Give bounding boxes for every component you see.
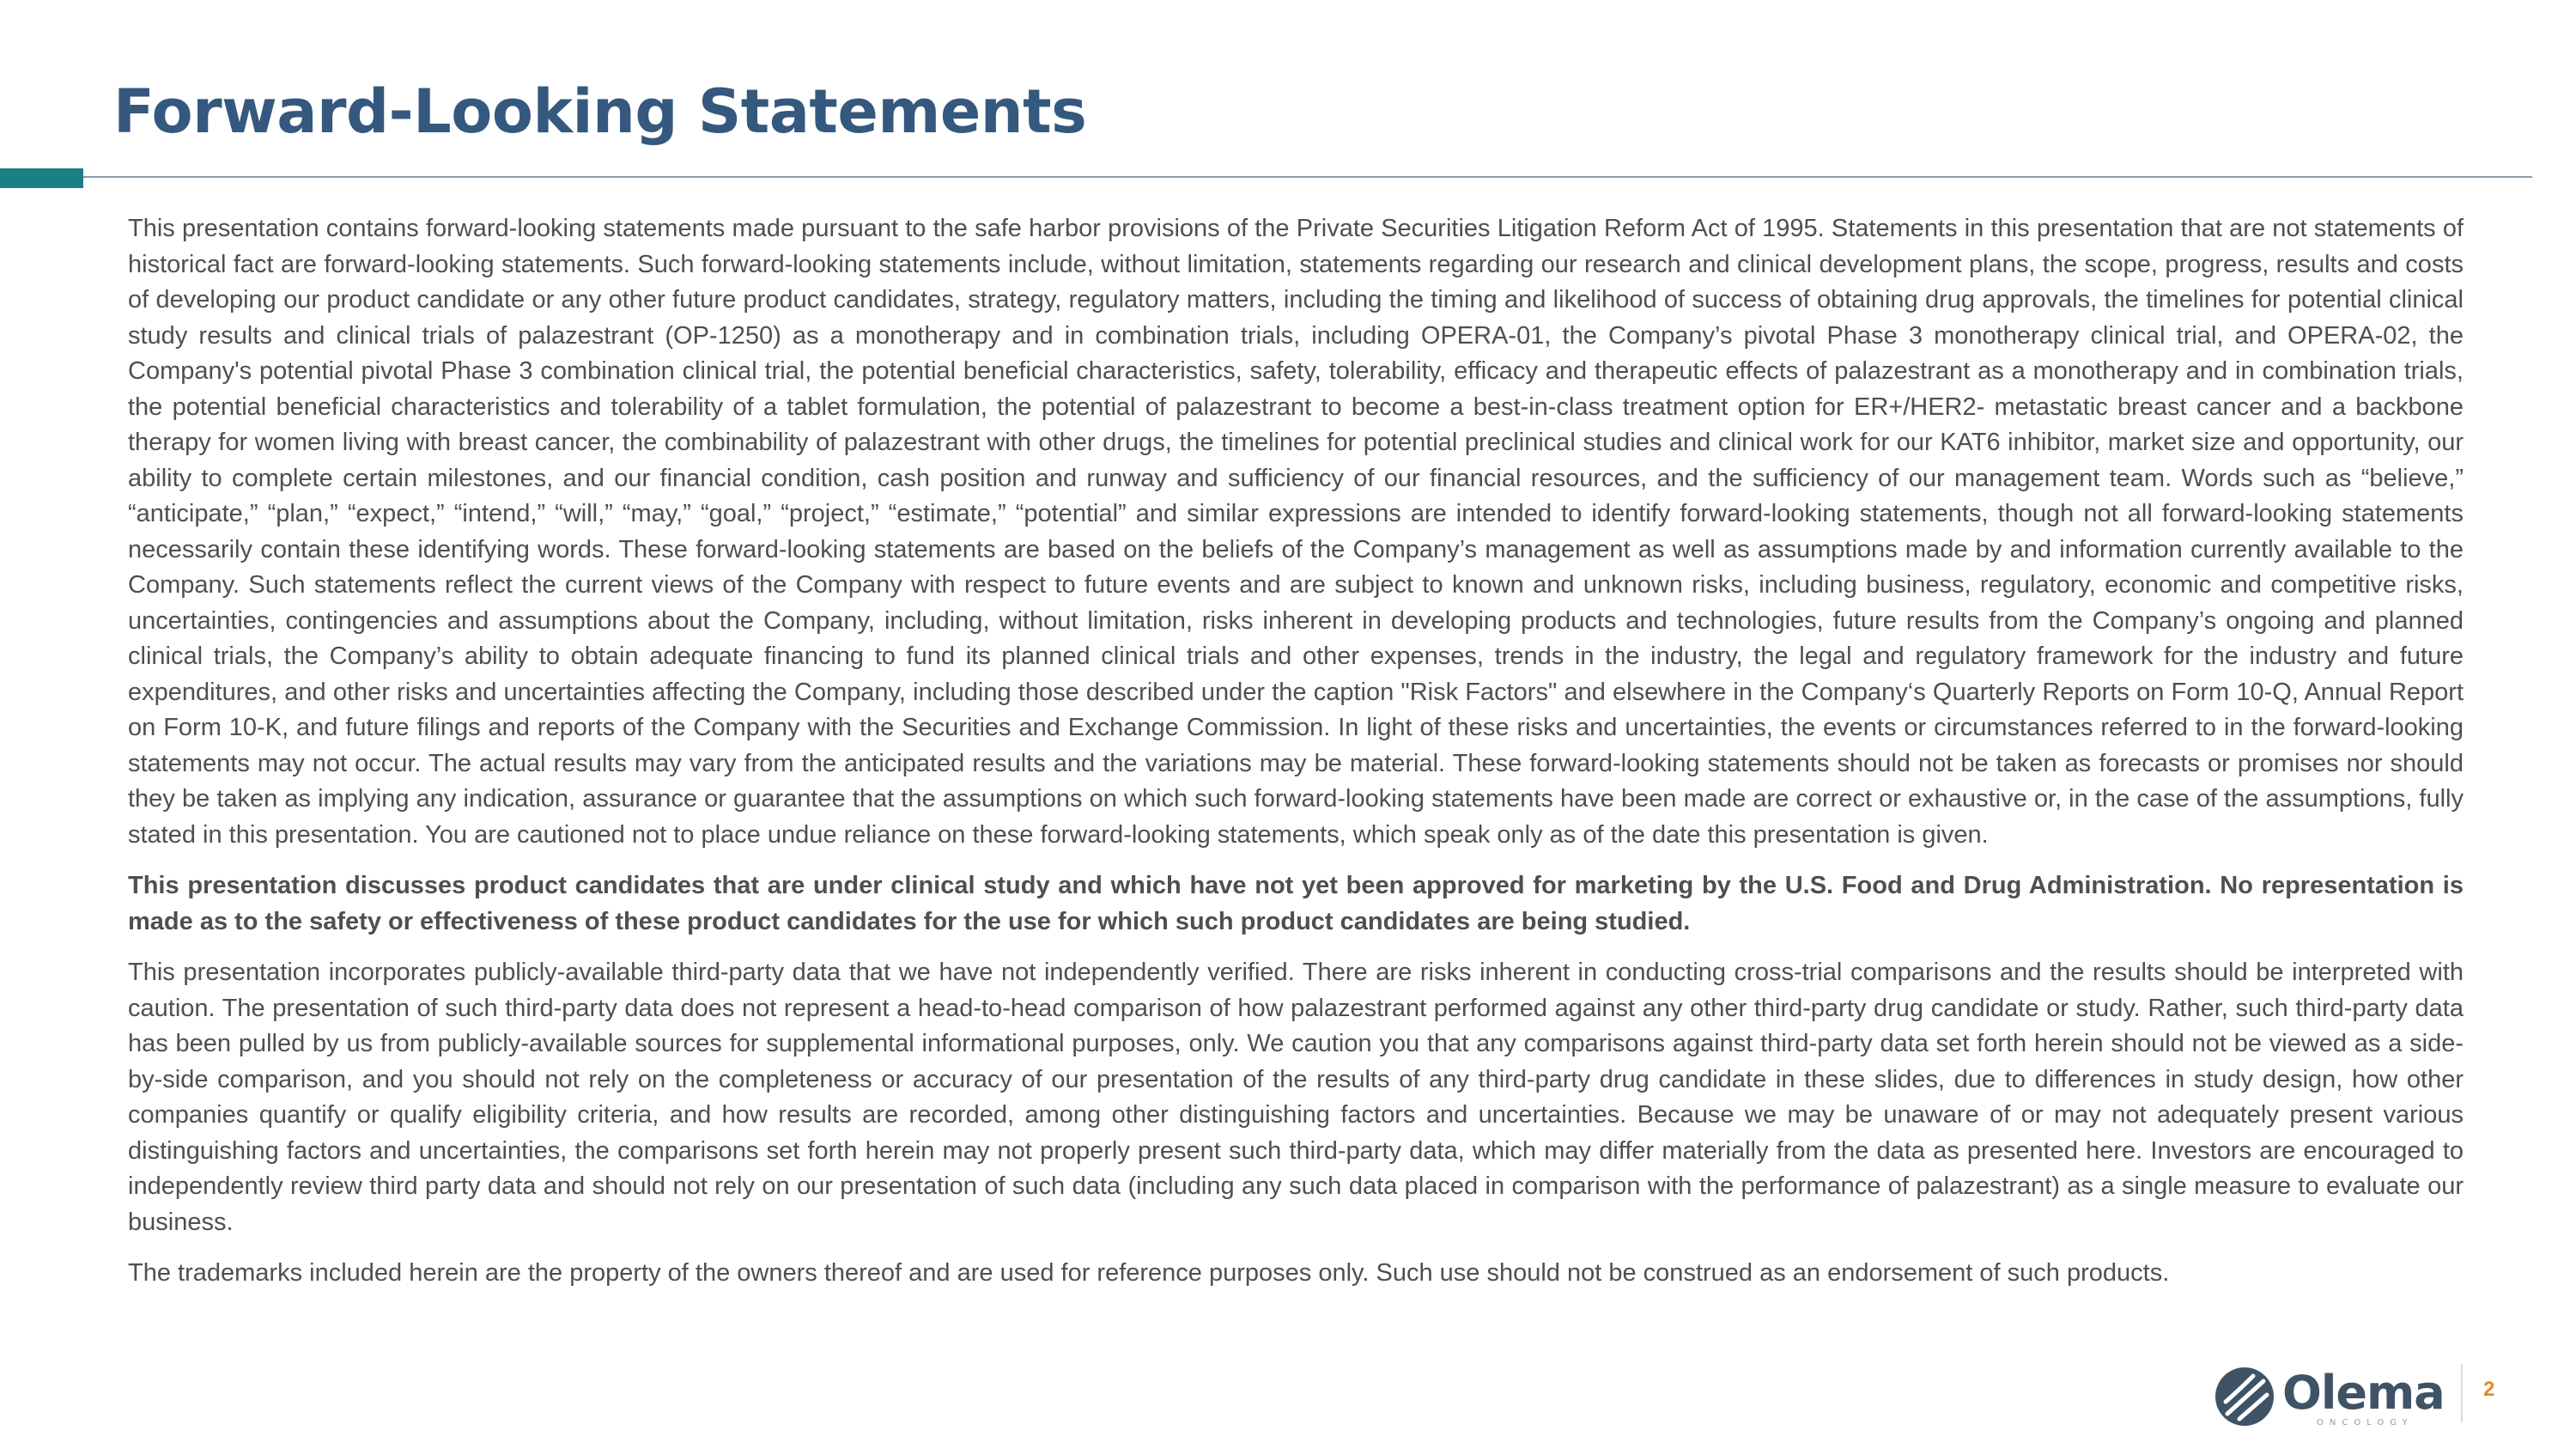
olema-logo <box>2214 1366 2445 1433</box>
third-party-data-paragraph: This presentation incorporates publicly-available third-party data that we have not independently verified. There are risks inherent in conducting cross-trial comparisons and the results should be interpreted with caution. The presentation of such third-party data does not represent a head-to-head comparison of how palazestrant performed against any other third-party drug candidate or study. Rather, such third-party data has been pulled by us from publicly-available sources for supplemental informational purposes, only. We caution you that any comparisons against third-party data set forth herein should not be viewed as a side-by-side comparison, and you should not rely on the completeness or accuracy of our presentation of the results of any third-party drug candidate in these slides, due to differences in study design, how other companies quantify or qualify eligibility criteria, and how results are recorded, among other distinguishing factors and uncertainties. Because we may be unaware of or may not adequately present various distinguishing factors and uncertainties, the comparisons set forth herein may not properly present such third-party data, which may differ materially from the data as presented here. Investors are encouraged to independently review third party data and should not rely on our presentation of such data (including any such data placed in comparison with the performance of palazestrant) as a single measure to evaluate our business. <box>128 959 2464 1236</box>
fda-disclaimer-paragraph: This presentation discusses product candidates that are under clinical study and which have not yet been approved for marketing by the U.S. Food and Drug Administration. No representation is made as to the safety or effectiveness of these product candidates for the use for which such product candidates are being studied. <box>128 872 2464 935</box>
logo-wordmark: Olema <box>2282 1366 2445 1420</box>
title-divider <box>83 176 2532 178</box>
logo-subtitle: ONCOLOGY <box>2317 1418 2414 1428</box>
trademarks-paragraph: The trademarks included herein are the property of the owners thereof and are used for reference purposes only. Such use should not be construed as an endorsement of such products. <box>128 1259 2170 1287</box>
disclaimer-body <box>128 211 2464 1307</box>
page-number: 2 <box>2483 1378 2495 1401</box>
olema-logo-mark-icon <box>2214 1366 2275 1428</box>
forward-looking-paragraph: This presentation contains forward-looking statements made pursuant to the safe harbor provisions of the Private Securities Litigation Reform Act of 1995. Statements in this presentation that are not statements of historical fact are forward-looking statements. Such forward-looking statements include, without limitation, statements regarding our research and clinical development plans, the scope, progress, results and costs of developing our product candidate or any other future product candidates, strategy, regulatory matters, including the timing and likelihood of success of obtaining drug approvals, the timelines for potential clinical study results and clinical trials of palazestrant (OP-1250) as a monotherapy and in combination trials, including OPERA-01, the Company’s pivotal Phase 3 monotherapy clinical trial, and OPERA-02, the Company's potential pivotal Phase 3 combination clinical trial, the potential beneficial characteristics, safety, tolerability, efficacy and therapeutic effects of palazestrant as a monotherapy and in combination trials, the potential beneficial characteristics and tolerability of a tablet formulation, the potential of palazestrant to become a best-in-class treatment option for ER+/HER2- metastatic breast cancer and a backbone therapy for women living with breast cancer, the combinability of palazestrant with other drugs, the timelines for potential preclinical studies and clinical work for our KAT6 inhibitor, market size and opportunity, our ability to complete certain milestones, and our financial condition, cash position and runway and sufficiency of our financial resources, and the sufficiency of our management team. Words such as “believe,” “anticipate,” “plan,” “expect,” “intend,” “will,” “may,” “goal,” “project,” “estimate,” “potential” and similar expressions are intended to identify forward-looking statements, though not all forward-looking statements necessarily contain these identifying words. These forward-looking statements are based on the beliefs of the Company’s management as well as assumptions made by and information currently available to the Company. Such statements reflect the current views of the Company with respect to future events and are subject to known and unknown risks, including business, regulatory, economic and competitive risks, uncertainties, contingencies and assumptions about the Company, including, without limitation, risks inherent in developing products and technologies, future results from the Company’s ongoing and planned clinical trials, the Company’s ability to obtain adequate financing to fund its planned clinical trials and other expenses, trends in the industry, the legal and regulatory framework for the industry and future expenditures, and other risks and uncertainties affecting the Company, including those described under the caption "Risk Factors" and elsewhere in the Company‘s Quarterly Reports on Form 10-Q, Annual Report on Form 10-K, and future filings and reports of the Company with the Securities and Exchange Commission. In light of these risks and uncertainties, the events or circumstances referred to in the forward-looking statements may not occur. The actual results may vary from the anticipated results and the variations may be material. These forward-looking statements should not be taken as forecasts or promises nor should they be taken as implying any indication, assurance or guarantee that the assumptions on which such forward-looking statements have been made are correct or exhaustive or, in the case of the assumptions, fully stated in this presentation. You are cautioned not to place undue reliance on these forward-looking statements, which speak only as of the date this presentation is given. <box>128 215 2464 849</box>
slide-title: Forward-Looking Statements <box>113 76 1087 147</box>
footer-divider <box>2461 1364 2463 1422</box>
title-accent-bar <box>0 168 83 188</box>
